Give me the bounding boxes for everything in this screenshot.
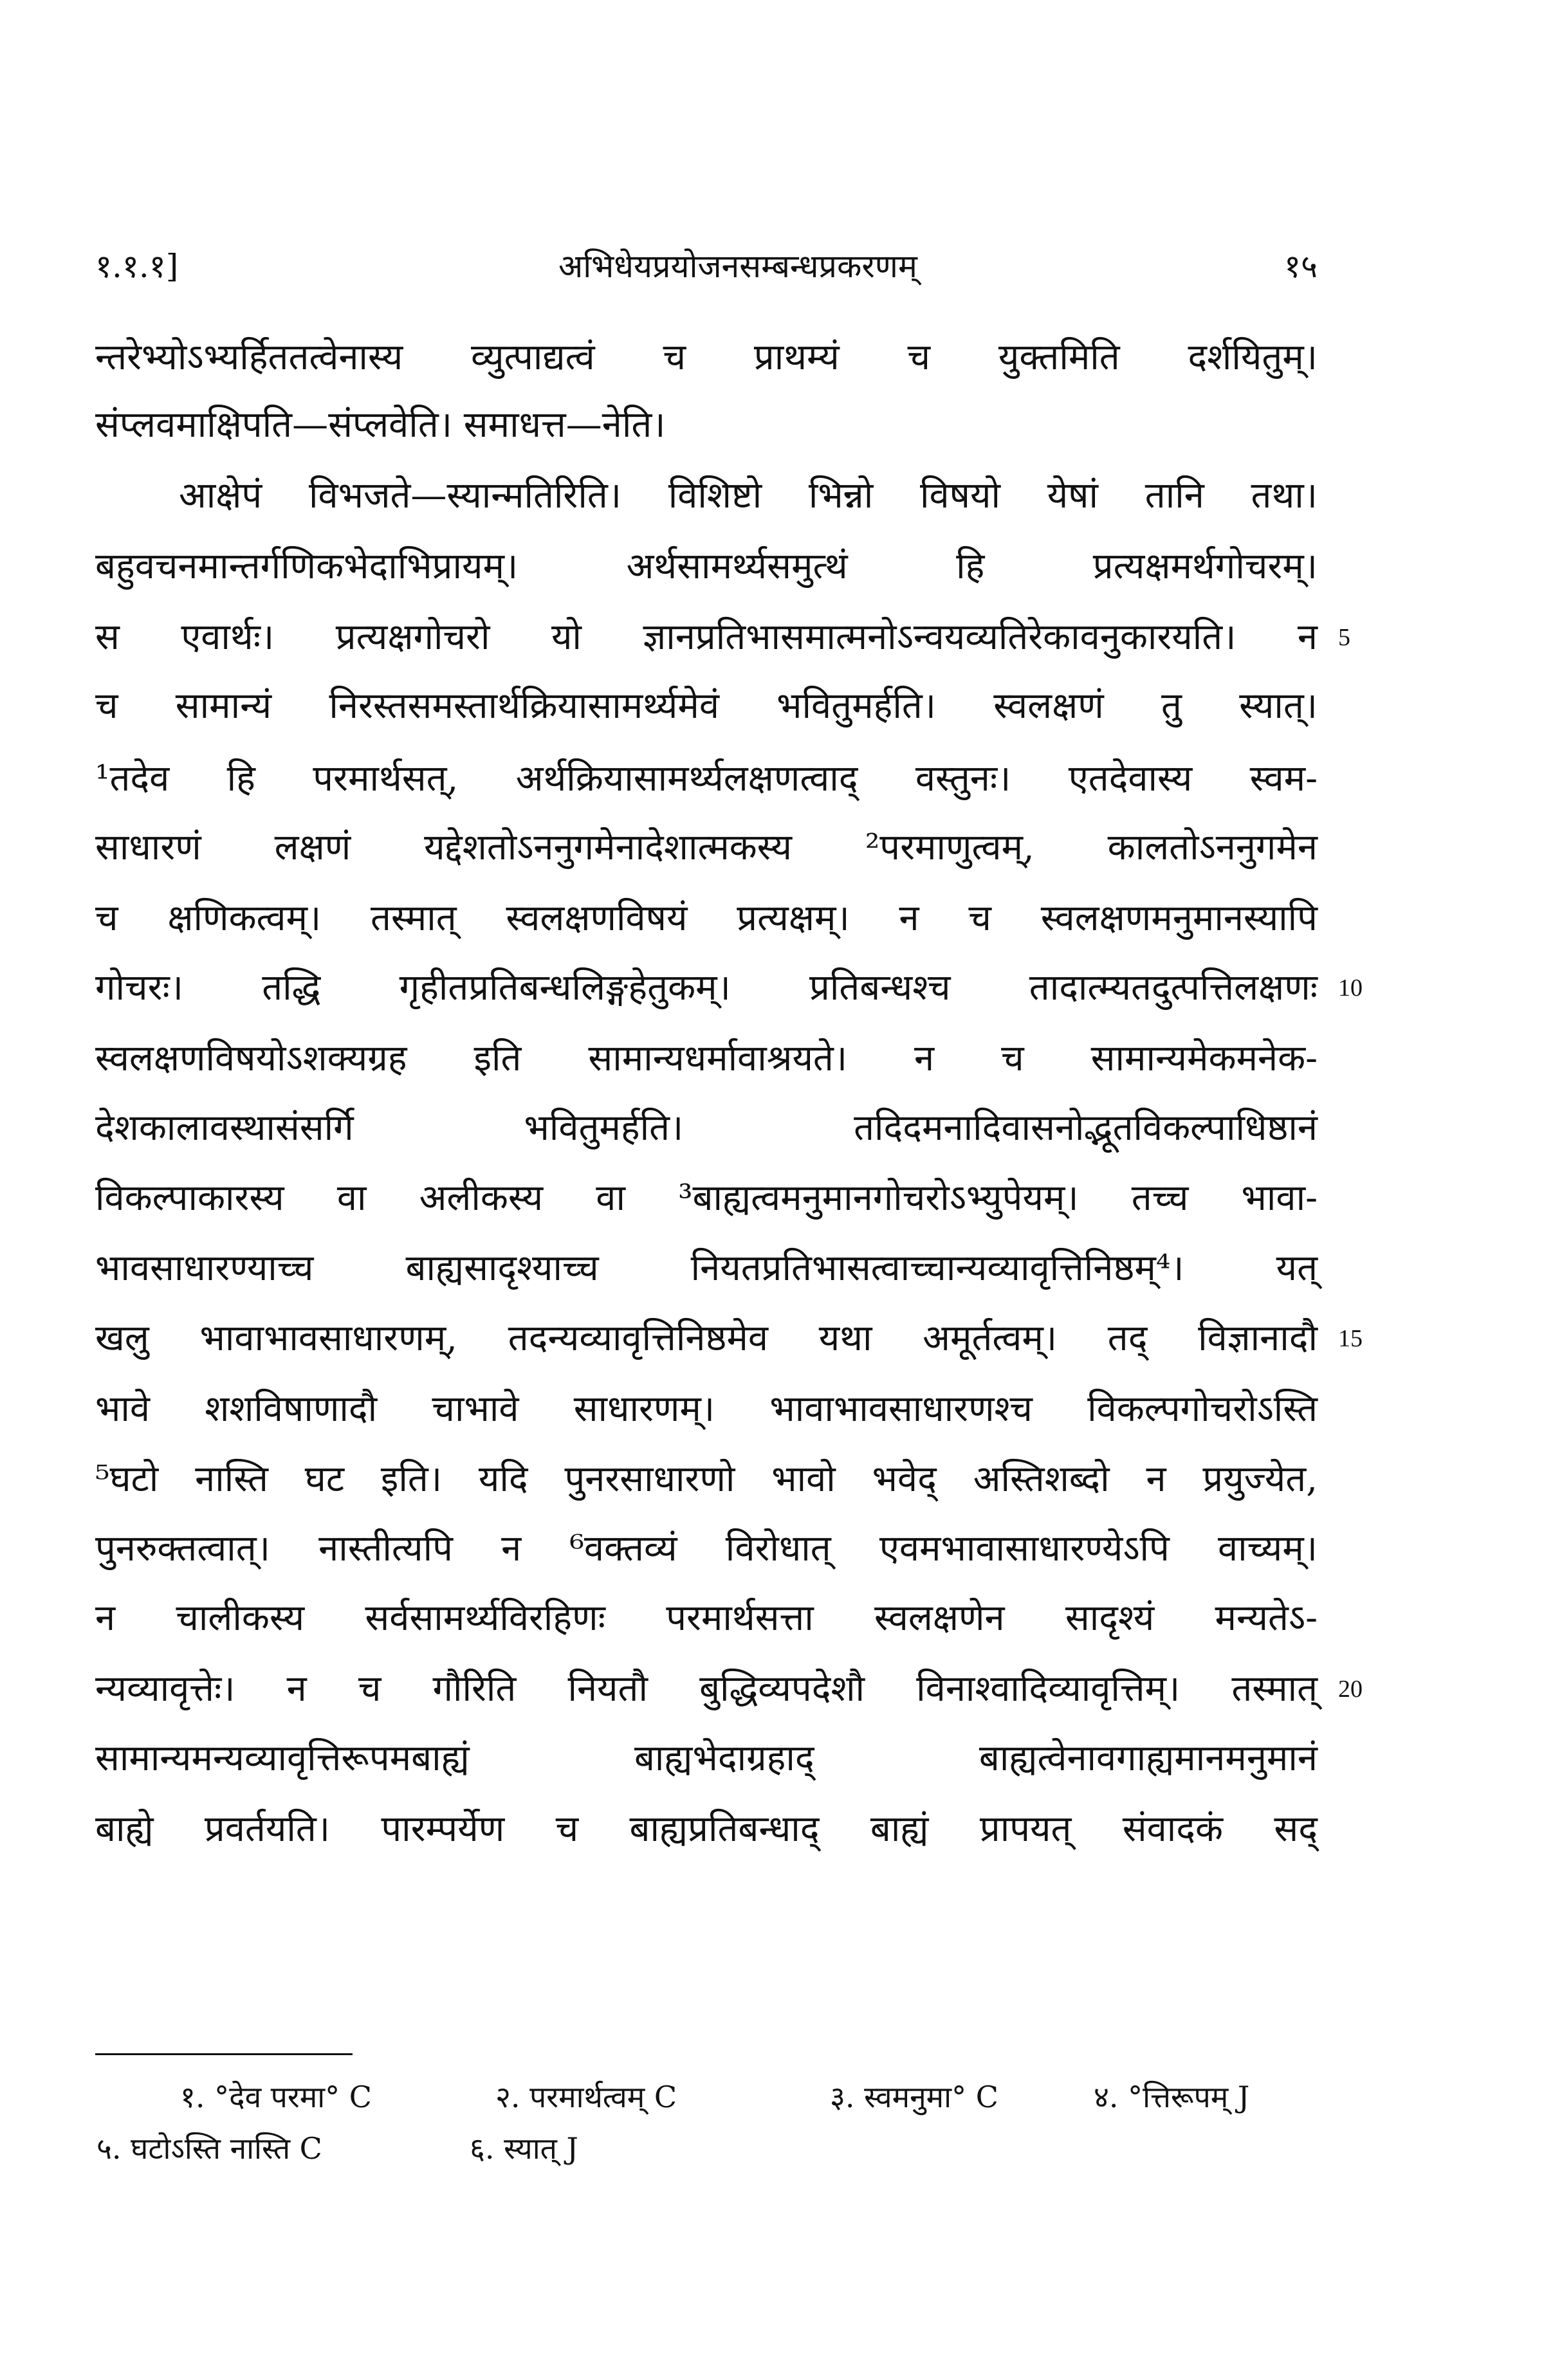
text-line: च क्षणिकत्वम्। तस्मात् स्वलक्षणविषयं प्रत्यक्षम्। न च स्वलक्षणमनुमानस्यापि: [95, 897, 1318, 939]
section-reference: १.१.१]: [95, 248, 179, 285]
text-line: न्यव्यावृत्तेः। न च गौरिति नियतौ बुद्धिव्यपदेशौ विनाश्वादिव्यावृत्तिम्। तस्मात्: [95, 1668, 1318, 1710]
text-line: आक्षेपं विभजते—स्यान्मतिरिति। विशिष्टो भिन्नो विषयो येषां तानि तथा।: [179, 475, 1318, 517]
footnote: ३. स्वमनुमा° C: [830, 2080, 998, 2114]
line-number: 20: [1338, 1676, 1363, 1703]
line-number: 5: [1338, 624, 1350, 651]
text-line: स एवार्थः। प्रत्यक्षगोचरो यो ज्ञानप्रतिभासमात्मनोऽन्वयव्यतिरेकावनुकारयति। न: [95, 616, 1318, 658]
text-line: देशकालावस्थासंसर्गि भवितुमर्हति। तदिदमनादिवासनोद्भूतविकल्पाधिष्ठानं: [95, 1107, 1318, 1149]
line-number: 15: [1338, 1325, 1363, 1352]
text-line: संप्लवमाक्षिपति—संप्लवेति। समाधत्त—नेति।: [95, 404, 666, 446]
page-number: १५: [1284, 248, 1318, 285]
text-line: सामान्यमन्यव्यावृत्तिरूपमबाह्यं बाह्यभेदाग्रहाद् बाह्यत्वेनावगाह्यमानमनुमानं: [95, 1737, 1318, 1779]
text-line: भावे शशविषाणादौ चाभावे साधारणम्। भावाभावसाधारणश्च विकल्पगोचरोऽस्ति: [95, 1388, 1318, 1430]
text-line: बहुवचनमान्तर्गणिकभेदाभिप्रायम्। अर्थसामर्थ्यसमुत्थं हि प्रत्यक्षमर्थगोचरम्।: [95, 545, 1318, 587]
text-line: ⁵घटो नास्ति घट इति। यदि पुनरसाधारणो भावो भवेद् अस्तिशब्दो न प्रयुज्येत,: [95, 1458, 1318, 1500]
running-header: [95, 243, 1318, 295]
footnote: २. परमार्थत्वम् C: [495, 2080, 677, 2114]
text-line: न चालीकस्य सर्वसामर्थ्यविरहिणः परमार्थसत्ता स्वलक्षणेन सादृश्यं मन्यतेऽ-: [95, 1597, 1318, 1639]
text-line: भावसाधारण्याच्च बाह्यसादृश्याच्च नियतप्रतिभासत्वाच्चान्यव्यावृत्तिनिष्ठम्⁴। यत्: [95, 1247, 1318, 1289]
text-line: ¹तदेव हि परमार्थसत्, अर्थक्रियासामर्थ्यलक्षणत्वाद् वस्तुनः। एतदेवास्य स्वम-: [95, 758, 1318, 800]
footnote: ६. स्यात् J: [470, 2131, 578, 2166]
text-line: पुनरुक्तत्वात्। नास्तीत्यपि न ⁶वक्तव्यं विरोधात् एवमभावासाधारण्येऽपि वाच्यम्।: [95, 1528, 1318, 1570]
text-line: विकल्पाकारस्य वा अलीकस्य वा ³बाह्यत्वमनुमानगोचरोऽभ्युपेयम्। तच्च भावा-: [95, 1177, 1318, 1219]
text-line: च सामान्यं निरस्तसमस्तार्थक्रियासामर्थ्यमेवं भवितुमर्हति। स्वलक्षणं तु स्यात्।: [95, 685, 1318, 727]
text-line: बाह्ये प्रवर्तयति। पारम्पर्येण च बाह्यप्रतिबन्धाद् बाह्यं प्रापयत् संवादकं सद्: [95, 1808, 1318, 1850]
footnote-separator: [95, 2053, 353, 2055]
text-line: न्तरेभ्योऽभ्यर्हिततत्वेनास्य व्युत्पाद्यत्वं च प्राथम्यं च युक्तमिति दर्शयितुम्।: [95, 336, 1318, 378]
line-number: 10: [1338, 975, 1363, 1002]
footnote: १. °देव परमा° C: [180, 2080, 372, 2114]
text-line: गोचरः। तद्धि गृहीतप्रतिबन्धलिङ्गहेतुकम्। प्रतिबन्धश्च तादात्म्यतदुत्पत्तिलक्षणः: [95, 967, 1318, 1009]
footnote: ४. °त्तिरूपम् J: [1094, 2080, 1250, 2114]
chapter-title: अभिधेयप्रयोजनसम्बन्धप्रकरणम्: [558, 248, 917, 285]
text-line: स्वलक्षणविषयोऽशक्यग्रह इति सामान्यधर्मावाश्रयते। न च सामान्यमेकमनेक-: [95, 1038, 1318, 1079]
footnote: ५. घटोऽस्ति नास्ति C: [96, 2131, 322, 2166]
text-line: साधारणं लक्षणं यद्देशतोऽननुगमेनादेशात्मकस्य ²परमाणुत्वम्, कालतोऽननुगमेन: [95, 827, 1318, 868]
text-line: खलु भावाभावसाधारणम्, तदन्यव्यावृत्तिनिष्ठमेव यथा अमूर्तत्वम्। तद् विज्ञानादौ: [95, 1317, 1318, 1359]
